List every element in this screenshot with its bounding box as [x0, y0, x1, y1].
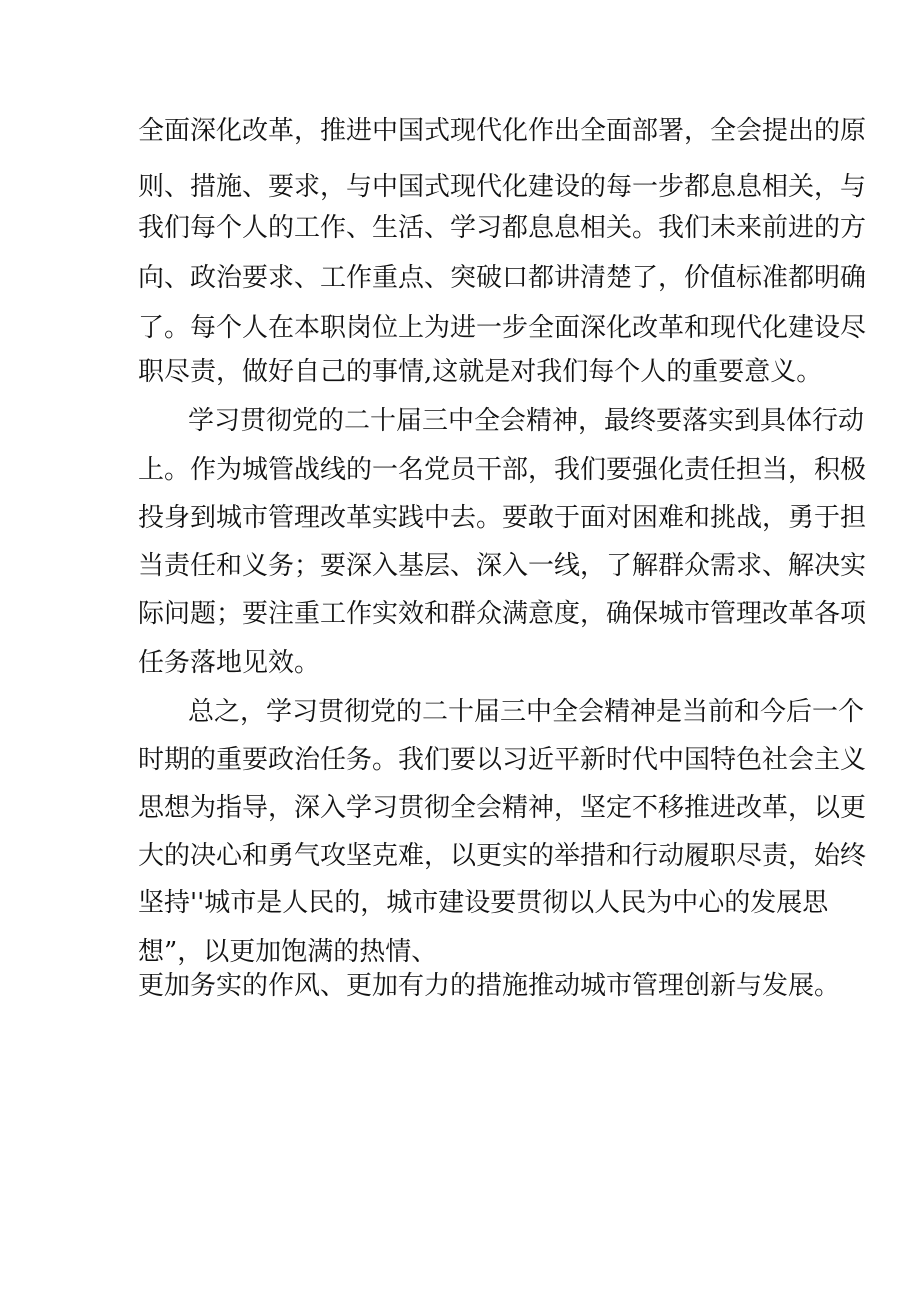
text-line: 职尽责，做好自己的事情,这就是对我们每个人的重要意义。 — [138, 357, 823, 387]
text-line: 我们每个人的工作、生活、学习都息息相关。我们未来前进的方 — [138, 213, 867, 243]
text-line: 了。每个人在本职岗位上为进一步全面深化改革和现代化建设尽 — [138, 313, 867, 343]
text-line: 学习贯彻党的二十届三中全会精神，最终要落实到具体行动 — [188, 406, 865, 436]
text-line: 坚持''城市是人民的，城市建设要贯彻以人民为中心的发展思 — [138, 888, 829, 918]
text-line: 当责任和义务；要深入基层、深入一线，了解群众需求、解决实 — [138, 551, 867, 581]
text-line: 任务落地见效。 — [138, 648, 321, 678]
text-line: 则、措施、要求，与中国式现代化建设的每一步都息息相关，与 — [138, 172, 867, 202]
text-line: 大的决心和勇气攻坚克难，以更实的举措和行动履职尽责，始终 — [138, 841, 867, 871]
text-line: 时期的重要政治任务。我们要以习近平新时代中国特色社会主义 — [138, 745, 867, 775]
text-line: 全面深化改革，推进中国式现代化作出全面部署，全会提出的原 — [138, 116, 867, 146]
text-line: 上。作为城管战线的一名党员干部，我们要强化责任担当，积极 — [138, 455, 867, 485]
text-line: 总之，学习贯彻党的二十届三中全会精神是当前和今后一个 — [188, 697, 865, 727]
text-line: 想”，以更加饱满的热情、 — [138, 937, 438, 967]
text-line: 思想为指导，深入学习贯彻全会精神，坚定不移推进改革，以更 — [138, 793, 867, 823]
text-line: 更加务实的作风、更加有力的措施推动城市管理创新与发展。 — [138, 971, 841, 1001]
text-line: 际问题；要注重工作实效和群众满意度，确保城市管理改革各项 — [138, 599, 867, 629]
text-line: 向、政治要求、工作重点、突破口都讲清楚了，价值标准都明确 — [138, 263, 867, 293]
text-line: 投身到城市管理改革实践中去。要敢于面对困难和挑战，勇于担 — [138, 503, 867, 533]
